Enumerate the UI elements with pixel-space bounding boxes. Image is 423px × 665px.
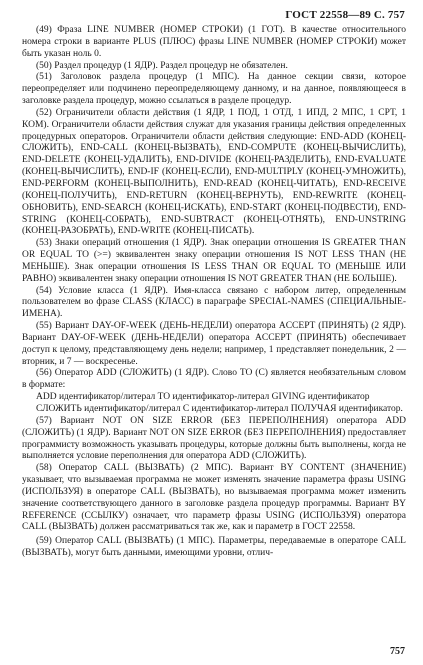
paragraph-57: (57) Вариант NOT ON SIZE ERROR (БЕЗ ПЕРЕПОЛНЕНИЯ) оператора ADD (СЛОЖИТЬ) (1 ЯДР). Вариант NOT ON SIZE ERROR (БЕЗ ПЕРЕПОЛНЕНИЯ) предоставляет программисту возможность указывать процедуры, которые должны быть выполнены, когда не выполняется условие переполнения для оператора ADD (СЛОЖИТЬ). [22, 415, 406, 462]
document-body [22, 25, 406, 560]
page-number: 757 [390, 646, 405, 657]
paragraph-51: (51) Заголовок раздела процедур (1 МПС). На данное секции связи, которое переопределяет или подчинено переопределяющему данному, и на данное, появляющееся в заголовке раздела процедур, можно ссылаться в разделе процедур. [22, 72, 406, 107]
paragraph-54: (54) Условие класса (1 ЯДР). Имя-класса связано с набором литер, определенным пользователем во фразе CLASS (КЛАСС) в параграфе SPECIAL-NAMES (СПЕЦИАЛЬНЫЕ-ИМЕНА). [22, 285, 406, 320]
paragraph-50: (50) Раздел процедур (1 ЯДР). Раздел процедур не обязателен. [36, 60, 288, 71]
page-header: ГОСТ 22558—89 С. 757 [285, 9, 405, 21]
paragraph-56: (56) Оператор ADD (СЛОЖИТЬ) (1 ЯДР). Слово TO (С) является необязательным словом в формате: [22, 368, 406, 391]
paragraph-53: (53) Знаки операций отношения (1 ЯДР). Знак операции отношения IS GREATER THAN OR EQUAL TO (>=) эквивалентен знаку операции отношения IS NOT LESS THAN (НЕ МЕНЬШЕ). Знак операции отношения IS LESS THAN OR EQUAL TO (МЕНЬШЕ ИЛИ РАВНО) эквивалентен знаку операции отношения IS NOT GREATER THAN (НЕ БОЛЬШЕ). [22, 238, 406, 284]
code-format-line: ADD идентификатор/литерал TO идентификатор-литерал GIVING идентификатор [36, 392, 370, 403]
paragraph-58: (58) Оператор CALL (ВЫЗВАТЬ) (2 МПС). Вариант BY CONTENT (ЗНАЧЕНИЕ) указывает, что вызываемая программа не может изменять значение параметра фразы USING (ИСПОЛЬЗУЯ) в операторе CALL (ВЫЗВАТЬ), но вызываемая программа может изменить значение соответствующего данного в заголовке раздела процедур программы. Вариант BY REFERENCE (ССЫЛКУ) означает, что параметр фразы USING (ИСПОЛЬЗУЯ) оператора CALL (ВЫЗВАТЬ) должен рассматриваться так же, как и параметр в ГОСТ 22558. [22, 463, 406, 533]
code-format-line-ru: СЛОЖИТЬ идентификатор/литерал С идентификатор-литерал ПОЛУЧАЯ идентификатор. [36, 404, 403, 414]
paragraph-59: (59) Оператор CALL (ВЫЗВАТЬ) (1 МПС). Параметры, передаваемые в операторе CALL (ВЫЗВАТЬ), могут быть данными, имеющими уровни, отлич- [22, 536, 406, 559]
paragraph-52: (52) Ограничители области действия (1 ЯДР, 1 ПОД, 1 ОТД, 1 ИПД, 2 МПС, 1 СРТ, 1 КОМ). Ограничители области действия служат для указания границы действия определенных процедурных операторов. Ограничители области действия следующие: END-ADD (КОНЕЦ-СЛОЖИТЬ), END-CALL (КОНЕЦ-ВЫЗВАТЬ), END-COMPUTE (КОНЕЦ-ВЫЧИСЛИТЬ), END-DELETE (КОНЕЦ-УДАЛИТЬ), END-DIVIDE (КОНЕЦ-РАЗДЕЛИТЬ), END-EVALUATE (КОНЕЦ-ВЫЧИСЛИТЬ), END-IF (КОНЕЦ-ЕСЛИ), END-MULTIPLY (КОНЕЦ-УМНОЖИТЬ), END-PERFORM (КОНЕЦ-ВЫПОЛНИТЬ), END-READ (КОНЕЦ-ЧИТАТЬ), END-RECEIVE (КОНЕЦ-ПОЛУЧИТЬ), END-RETURN (КОНЕЦ-ВЕРНУТЬ), END-REWRITE (КОНЕЦ-ОБНОВИТЬ), END-SEARCH (КОНЕЦ-ИСКАТЬ), END-START (КОНЕЦ-ПОДВЕСТИ), END-STRING (КОНЕЦ-СОБРАТЬ), END-SUBTRACT (КОНЕЦ-ОТНЯТЬ), END-UNSTRING (КОНЕЦ-РАЗОБРАТЬ), END-WRITE (КОНЕЦ-ПИСАТЬ). [22, 107, 406, 237]
paragraph-49: (49) Фраза LINE NUMBER (НОМЕР СТРОКИ) (1 ГОТ). В качестве относительного номера строки в варианте PLUS (ПЛЮС) фразы LINE NUMBER (НОМЕР СТРОКИ) может быть указан ноль 0. [22, 25, 406, 59]
paragraph-55: (55) Вариант DAY-OF-WEEK (ДЕНЬ-НЕДЕЛИ) оператора ACCEPT (ПРИНЯТЬ) (2 ЯДР). Вариант DAY-OF-WEEK (ДЕНЬ-НЕДЕЛИ) оператора ACCEPT (ПРИНЯТЬ) обеспечивает доступ к целому, представляющему день недели; например, 1 представляет понедельник, 2 — вторник, и 7 — воскресенье. [22, 321, 406, 367]
